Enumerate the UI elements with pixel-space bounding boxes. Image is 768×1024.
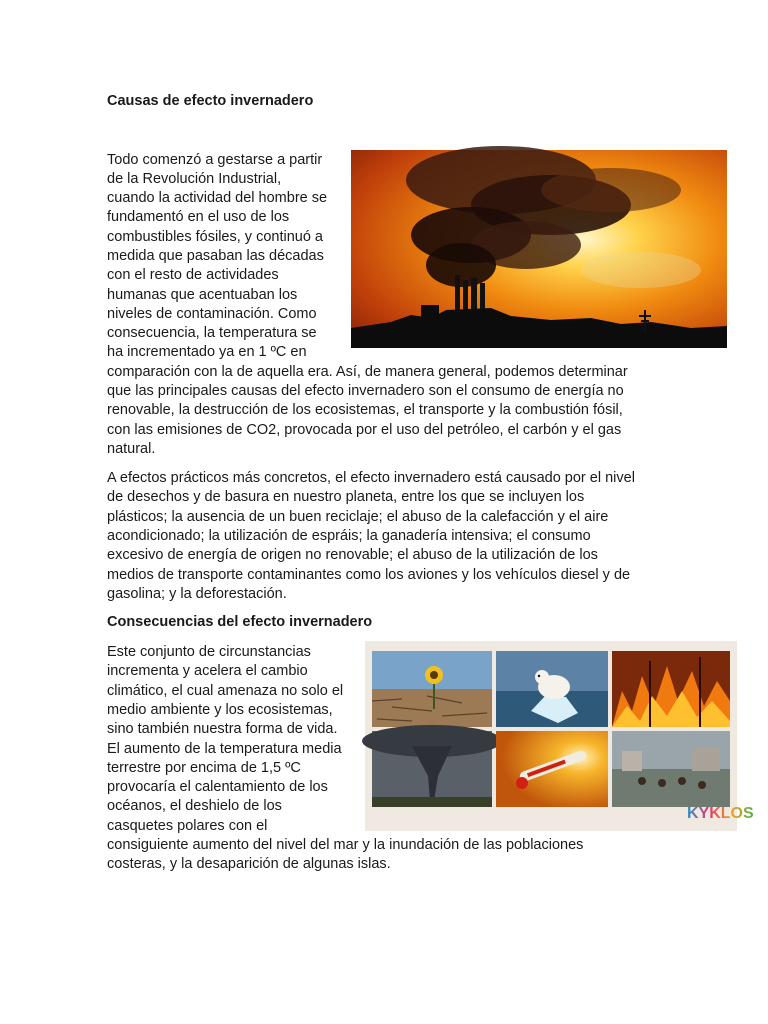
para3-line: incrementa y acelera el cambio bbox=[107, 663, 308, 679]
para1-line: que las principales causas del efecto invernadero son el consumo de energía no bbox=[107, 383, 624, 399]
para2-line: acondicionado; la utilización de espráis; la ganadería intensiva; el consumo bbox=[107, 528, 591, 544]
para2-line: medios de transporte contaminantes como los aviones y los vehículos diesel y de bbox=[107, 567, 631, 583]
para1-line: medida que pasaban las décadas bbox=[107, 248, 324, 264]
para3-line: casquetes polares con el bbox=[107, 818, 268, 834]
para3-line: Este conjunto de circunstancias bbox=[107, 644, 311, 660]
drought-sunflower-tile bbox=[372, 651, 492, 727]
wildfire-tile bbox=[612, 651, 730, 727]
factory-smoke-image bbox=[351, 150, 727, 348]
para2-line: excesivo de energía de origen no renovable; el abuso de la utilización de los bbox=[107, 547, 598, 563]
para1-line: natural. bbox=[107, 441, 156, 457]
para3-line: costeras, y la desaparición de algunas islas. bbox=[107, 856, 391, 872]
para2-line: de desechos y de basura en nuestro planeta, entre los que se incluyen los bbox=[107, 489, 585, 505]
para1-line: humanas que acentuaban los bbox=[107, 287, 298, 303]
para3-line: provocaría el calentamiento de los bbox=[107, 779, 328, 795]
para3-line: medio ambiente y los ecosistemas, bbox=[107, 702, 333, 718]
kyklos-logo-text: KYKLOS bbox=[687, 805, 754, 822]
para1-line: ha incrementado ya en 1 ºC en bbox=[107, 344, 307, 360]
para1-line: con las emisiones de CO2, provocada por el uso del petróleo, el carbón y el gas bbox=[107, 422, 622, 438]
para1-line: fundamentó en el uso de los bbox=[107, 209, 290, 225]
para1-line: cuando la actividad del hombre se bbox=[107, 190, 328, 206]
para1-line: de la Revolución Industrial, bbox=[107, 171, 282, 187]
tornado-tile bbox=[372, 731, 492, 807]
para3-line: sino también nuestra forma de vida. bbox=[107, 721, 338, 737]
para1-line: consecuencia, la temperatura se bbox=[107, 325, 317, 341]
para3-line: consiguiente aumento del nivel del mar y la inundación de las poblaciones bbox=[107, 837, 584, 853]
para1-line: niveles de contaminación. Como bbox=[107, 306, 317, 322]
heading-causas: Causas de efecto invernadero bbox=[107, 93, 314, 109]
para3-line: océanos, el deshielo de los bbox=[107, 798, 282, 814]
kyklos-logo bbox=[687, 805, 754, 823]
para3-line: climático, el cual amenaza no solo el bbox=[107, 683, 344, 699]
para3-line: El aumento de la temperatura media bbox=[107, 741, 342, 757]
para1-line: combustibles fósiles, y continuó a bbox=[107, 229, 323, 245]
para1-line: renovable, la destrucción de los ecosistemas, el transporte y la combustión fósil, bbox=[107, 402, 623, 418]
heading-consecuencias: Consecuencias del efecto invernadero bbox=[107, 614, 373, 630]
para2-line: gasolina; y la deforestación. bbox=[107, 586, 287, 602]
thermometer-heat-tile bbox=[496, 731, 608, 807]
para1-line: Todo comenzó a gestarse a partir bbox=[107, 152, 323, 168]
para3-line: terrestre por encima de 1,5 ºC bbox=[107, 760, 301, 776]
polar-bear-tile bbox=[496, 651, 608, 727]
para2-line: plásticos; la ausencia de un buen reciclaje; el abuso de la calefacción y el aire bbox=[107, 509, 609, 525]
flood-tile bbox=[612, 731, 730, 807]
para2-line: A efectos prácticos más concretos, el efecto invernadero está causado por el nivel bbox=[107, 470, 635, 486]
para1-line: con el resto de actividades bbox=[107, 267, 279, 283]
para1-line: comparación con la de aquella era. Así, de manera general, podemos determinar bbox=[107, 364, 628, 380]
climate-collage-image bbox=[365, 641, 754, 831]
